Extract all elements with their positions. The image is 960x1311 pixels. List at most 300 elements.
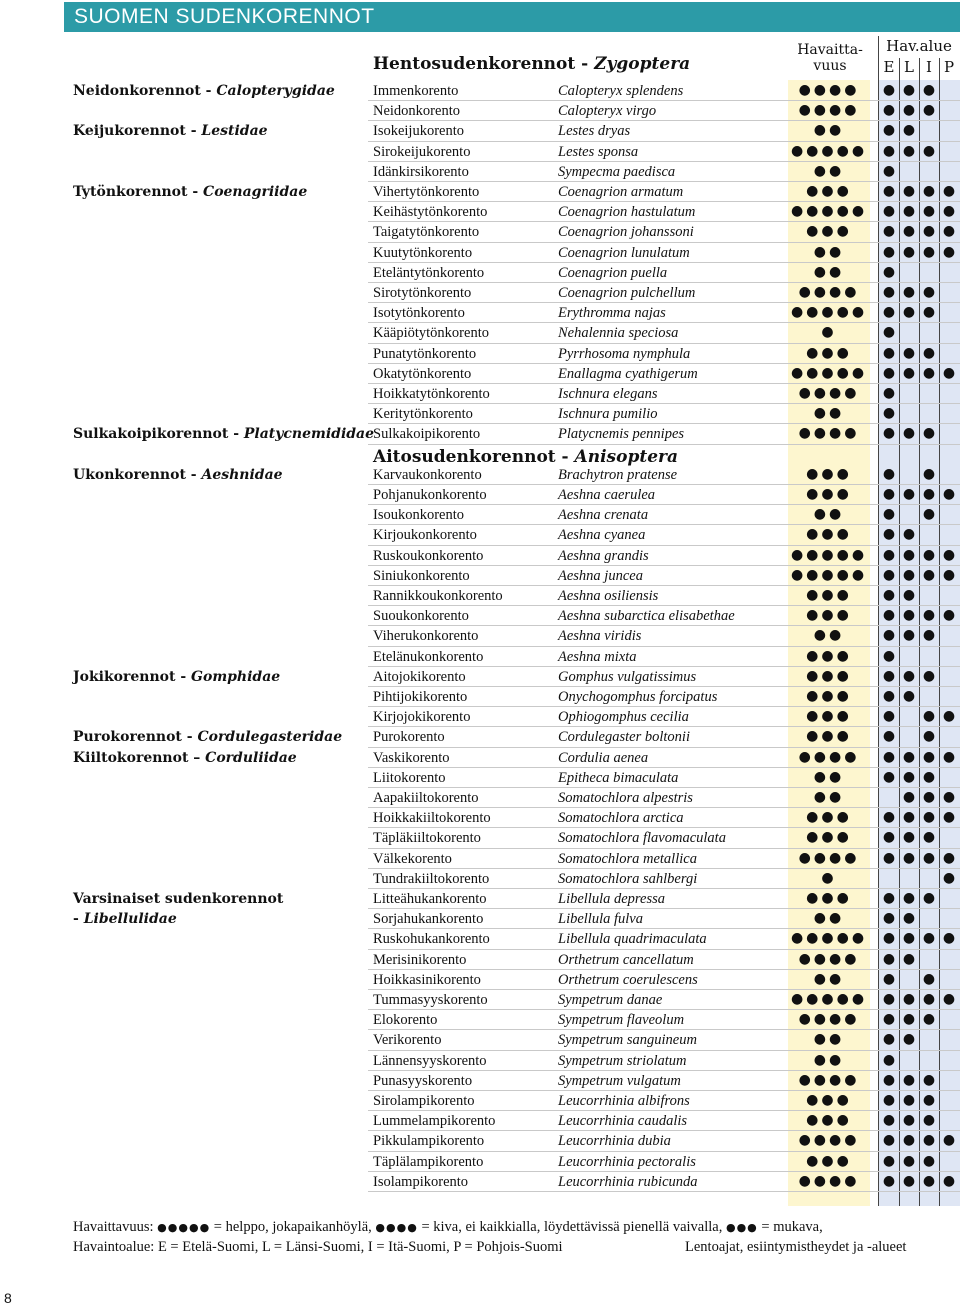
region-dot-i: ●	[922, 223, 936, 240]
observability-dots: ●●	[813, 1031, 845, 1048]
observability-dots: ●●	[813, 122, 845, 139]
latin-name: Aeshna viridis	[558, 628, 642, 645]
latin-name: Somatochlora sahlbergi	[558, 870, 698, 887]
region-dot-p: ●	[942, 203, 956, 220]
family-name: Purokorennot - Cordulegasteridae	[73, 729, 343, 746]
region-dot-l: ●	[902, 102, 916, 119]
region-dot-i: ●	[922, 708, 936, 725]
species-row	[0, 828, 960, 848]
footer-line-2: Havaintoalue: E = Etelä-Suomi, L = Länsi-Suomi, I = Itä-Suomi, P = Pohjois-Suomi	[73, 1239, 563, 1255]
region-dot-i: ●	[922, 284, 936, 300]
observability-dots: ●●	[813, 506, 845, 523]
finnish-name: Isolampikorento	[373, 1173, 469, 1190]
region-dot-l: ●	[902, 425, 916, 442]
region-dot-i: ●	[922, 1152, 936, 1169]
latin-name: Ischnura pumilio	[558, 406, 658, 423]
species-row	[0, 1091, 960, 1111]
region-dot-e: ●	[882, 122, 896, 139]
region-dot-e: ●	[882, 1051, 896, 1068]
finnish-name: Pikkulampikorento	[373, 1133, 485, 1150]
latin-name: Calopteryx virgo	[558, 103, 657, 120]
finnish-name: Hoikkakiiltokorento	[373, 810, 491, 827]
latin-name: Ischnura elegans	[558, 386, 658, 402]
region-dot-l: ●	[902, 768, 916, 785]
region-dot-e: ●	[882, 142, 896, 159]
region-dot-i: ●	[922, 183, 936, 199]
species-row	[0, 687, 960, 707]
region-dot-e: ●	[882, 890, 896, 906]
region-dot-l: ●	[902, 1011, 916, 1028]
region-dot-l: ●	[902, 1031, 916, 1048]
latin-name: Coenagrion pulchellum	[558, 285, 696, 301]
region-dot-l: ●	[902, 849, 916, 866]
region-dot-e: ●	[882, 1071, 896, 1088]
species-row	[0, 81, 960, 101]
region-dot-i: ●	[922, 809, 936, 826]
region-dot-e: ●	[882, 506, 896, 523]
observability-dots: ●●●	[806, 223, 852, 240]
finnish-name: Okatytönkorento	[373, 365, 472, 382]
region-dot-l: ●	[902, 829, 916, 846]
observability-dots: ●●●	[806, 1112, 852, 1129]
region-dot-i: ●	[922, 1092, 936, 1108]
region-dot-p: ●	[942, 789, 956, 805]
latin-name: Nehalennia speciosa	[558, 325, 679, 342]
latin-name: Pyrrhosoma nymphula	[558, 345, 691, 362]
region-dot-l: ●	[902, 1152, 916, 1169]
species-row	[0, 707, 960, 727]
region-dot-e: ●	[882, 223, 896, 240]
latin-name: Cordulia aenea	[558, 749, 649, 766]
species-row	[0, 485, 960, 505]
species-row	[0, 606, 960, 626]
region-dot-e: ●	[882, 425, 896, 442]
observability-dots: ●●	[813, 405, 845, 422]
finnish-name: Sirolampikorento	[373, 1093, 475, 1109]
latin-name: Coenagrion hastulatum	[558, 204, 696, 221]
latin-name: Aeshna osiliensis	[558, 588, 659, 604]
region-dot-e: ●	[882, 1031, 896, 1048]
region-p: P	[943, 58, 955, 76]
finnish-name: Viherukonkorento	[373, 628, 479, 645]
region-dot-e: ●	[882, 809, 896, 826]
region-dot-l: ●	[902, 1092, 916, 1108]
region-dot-i: ●	[922, 304, 936, 321]
finnish-name: Keritytönkorento	[373, 406, 473, 423]
species-row	[0, 142, 960, 162]
region-dot-e: ●	[882, 768, 896, 785]
latin-name: Gomphus vulgatissimus	[558, 668, 697, 685]
species-row	[0, 647, 960, 667]
species-row	[0, 1071, 960, 1091]
anisoptera-header-row	[0, 445, 960, 465]
species-row	[0, 505, 960, 525]
row-separator	[368, 1191, 960, 1192]
latin-name: Lestes dryas	[558, 123, 631, 140]
region-dot-l: ●	[902, 243, 916, 260]
region-dot-e: ●	[882, 183, 896, 199]
finnish-name: Täpläkiiltokorento	[373, 830, 481, 847]
region-dot-l: ●	[902, 890, 916, 906]
observability-dots: ●●	[813, 789, 845, 805]
finnish-name: Kirjojokikorento	[373, 709, 471, 726]
region-dot-p: ●	[942, 566, 956, 583]
region-dot-e: ●	[882, 385, 896, 401]
species-row	[0, 667, 960, 687]
latin-name: Lestes sponsa	[558, 143, 639, 160]
zygoptera-heading: Hentosudenkorennot - Zygoptera	[373, 54, 691, 74]
finnish-name: Keihästytönkorento	[373, 204, 488, 221]
species-row	[0, 1111, 960, 1131]
region-dot-e: ●	[882, 162, 896, 179]
finnish-name: Suoukonkorento	[373, 608, 469, 625]
latin-name: Ophiogomphus cecilia	[558, 709, 689, 726]
observability-dots: ●●●	[806, 728, 852, 745]
observability-dots: ●●●●	[798, 385, 860, 401]
finnish-name: Tundrakiiltokorento	[373, 870, 490, 887]
finnish-name: Kuutytönkorento	[373, 244, 473, 261]
observability-dots: ●●●●	[798, 748, 860, 765]
region-dot-e: ●	[882, 526, 896, 543]
observability-dots: ●●	[813, 1051, 845, 1068]
finnish-name: Idänkirsikorento	[373, 163, 469, 180]
latin-name: Somatochlora flavomaculata	[558, 830, 726, 847]
region-dot-l: ●	[902, 566, 916, 583]
region-dot-i: ●	[922, 203, 936, 220]
observability-dots: ●●	[813, 910, 845, 927]
region-dot-e: ●	[882, 203, 896, 220]
region-dot-l: ●	[902, 122, 916, 139]
latin-name: Leucorrhinia caudalis	[558, 1113, 688, 1130]
finnish-name: Isotytönkorento	[373, 305, 465, 322]
observability-dots: ●●	[813, 243, 845, 260]
finnish-name: Sulkakoipikorento	[373, 426, 481, 443]
region-dot-e: ●	[882, 991, 896, 1007]
region-dot-i: ●	[922, 465, 936, 482]
region-dot-i: ●	[922, 890, 936, 906]
region-dot-l: ●	[902, 304, 916, 321]
region-dot-e: ●	[882, 82, 896, 98]
species-row	[0, 849, 960, 869]
region-dot-e: ●	[882, 688, 896, 704]
latin-name: Coenagrion puella	[558, 264, 668, 281]
finnish-name: Sirokeijukorento	[373, 143, 471, 160]
region-dot-l: ●	[902, 688, 916, 704]
latin-name: Orthetrum coerulescens	[558, 971, 698, 988]
family-name: Kiiltokorennot – Corduliidae	[73, 749, 297, 766]
region-l: L	[904, 58, 914, 76]
region-e: E	[883, 58, 895, 76]
latin-name: Aeshna mixta	[558, 648, 637, 665]
region-dot-p: ●	[942, 243, 956, 260]
region-dot-l: ●	[902, 748, 916, 765]
observability-dots: ●●●	[806, 890, 852, 906]
finnish-name: Purokorento	[373, 729, 445, 746]
region-dot-l: ●	[902, 82, 916, 98]
species-row	[0, 909, 960, 929]
region-dot-i: ●	[922, 627, 936, 644]
region-dot-p: ●	[942, 607, 956, 624]
observability-dots: ●●●	[806, 183, 852, 199]
latin-name: Aeshna juncea	[558, 567, 643, 584]
finnish-name: Isokeijukorento	[373, 123, 465, 140]
region-dot-e: ●	[882, 1172, 896, 1189]
region-dot-e: ●	[882, 849, 896, 866]
region-dot-p: ●	[942, 869, 956, 886]
species-row	[0, 182, 960, 202]
species-row	[0, 1172, 960, 1192]
region-dot-i: ●	[922, 1071, 936, 1088]
family-name: Ukonkorennot - Aeshnidae	[73, 466, 283, 483]
footer-line-2-right: Lentoajat, esiintymistheydet ja -alueet	[685, 1239, 907, 1255]
observability-dots: ●●●	[806, 1092, 852, 1108]
latin-name: Aeshna cyanea	[558, 527, 646, 544]
observability-dots: ●●●●●	[790, 142, 868, 159]
region-dot-p: ●	[942, 486, 956, 502]
region-dot-i: ●	[922, 748, 936, 765]
page-number: 8	[4, 1290, 12, 1306]
region-dot-i: ●	[922, 546, 936, 563]
species-row	[0, 990, 960, 1010]
finnish-name: Karvaukonkorento	[373, 466, 482, 483]
region-dot-p: ●	[942, 991, 956, 1007]
species-row	[0, 566, 960, 586]
observability-dots: ●●●●	[798, 1132, 860, 1149]
family-name: Neidonkorennot - Calopterygidae	[73, 83, 335, 99]
observability-dots: ●●●●	[798, 284, 860, 300]
latin-name: Coenagrion johanssoni	[558, 224, 694, 241]
observability-dots: ●●●	[806, 1152, 852, 1169]
latin-name: Leucorrhinia rubicunda	[558, 1173, 698, 1190]
region-dot-i: ●	[922, 1132, 936, 1149]
region-dot-l: ●	[902, 667, 916, 684]
region-dot-i: ●	[922, 849, 936, 866]
latin-name: Sympetrum danae	[558, 992, 663, 1008]
observability-dots: ●●●●	[798, 849, 860, 866]
species-row	[0, 727, 960, 747]
region-dot-i: ●	[922, 930, 936, 947]
species-row	[0, 424, 960, 444]
species-row	[0, 869, 960, 889]
region-dot-e: ●	[882, 304, 896, 321]
latin-name: Somatochlora metallica	[558, 850, 697, 867]
species-row	[0, 889, 960, 909]
finnish-name: Lummelampikorento	[373, 1113, 496, 1130]
region-dot-i: ●	[922, 344, 936, 361]
latin-name: Erythromma najas	[558, 305, 666, 322]
observability-dots: ●●●●●	[790, 304, 868, 321]
species-row	[0, 525, 960, 545]
region-dot-i: ●	[922, 1112, 936, 1129]
latin-name: Cordulegaster boltonii	[558, 729, 690, 746]
finnish-name: Vaskikorento	[373, 749, 450, 766]
region-dot-e: ●	[882, 930, 896, 947]
observability-dots: ●●●	[806, 587, 852, 603]
species-row	[0, 404, 960, 424]
latin-name: Sympetrum vulgatum	[558, 1072, 681, 1089]
region-dot-i: ●	[922, 364, 936, 381]
observability-dots: ●●●●●	[790, 930, 868, 947]
latin-name: Onychogomphus forcipatus	[558, 689, 718, 705]
observability-dots: ●●	[813, 768, 845, 785]
latin-name: Aeshna grandis	[558, 547, 649, 564]
latin-name: Leucorrhinia pectoralis	[558, 1153, 696, 1170]
region-dot-e: ●	[882, 546, 896, 563]
havaittavuus-heading: Havaitta- vuus	[797, 42, 863, 74]
finnish-name: Tummasyyskorento	[373, 992, 488, 1008]
species-row	[0, 202, 960, 222]
species-row	[0, 1051, 960, 1071]
region-dot-l: ●	[902, 607, 916, 624]
observability-dots: ●●●●●	[790, 364, 868, 381]
region-i: I	[926, 58, 932, 76]
latin-name: Orthetrum cancellatum	[558, 951, 694, 968]
latin-name: Leucorrhinia albifrons	[558, 1093, 690, 1109]
species-row	[0, 1152, 960, 1172]
finnish-name: Pihtijokikorento	[373, 689, 468, 705]
region-dot-i: ●	[922, 1172, 936, 1189]
region-dot-p: ●	[942, 183, 956, 199]
observability-dots: ●●	[813, 162, 845, 179]
region-dot-p: ●	[942, 364, 956, 381]
region-dot-l: ●	[902, 364, 916, 381]
species-row	[0, 950, 960, 970]
region-dot-e: ●	[882, 364, 896, 381]
observability-dots: ●●●	[806, 344, 852, 361]
page-banner: SUOMEN SUDENKORENNOT	[64, 2, 960, 32]
finnish-name: Siniukonkorento	[373, 567, 470, 584]
observability-dots: ●●●	[806, 688, 852, 704]
latin-name: Sympetrum flaveolum	[558, 1012, 685, 1029]
latin-name: Platycnemis pennipes	[558, 426, 685, 443]
species-row	[0, 1030, 960, 1050]
species-row	[0, 788, 960, 808]
region-dot-e: ●	[882, 344, 896, 361]
latin-name: Calopteryx splendens	[558, 83, 684, 99]
latin-name: Sympetrum sanguineum	[558, 1032, 697, 1049]
region-dot-p: ●	[942, 1132, 956, 1149]
latin-name: Sympecma paedisca	[558, 163, 676, 180]
observability-dots: ●●●	[806, 607, 852, 624]
observability-dots: ●●●	[806, 809, 852, 826]
region-dot-e: ●	[882, 950, 896, 967]
region-dot-l: ●	[902, 546, 916, 563]
finnish-name: Verikorento	[373, 1032, 442, 1049]
finnish-name: Ruskohukankorento	[373, 931, 490, 948]
havalue-heading: Hav.alue	[886, 37, 952, 55]
family-name: Jokikorennot - Gomphidae	[73, 668, 281, 685]
region-dot-e: ●	[882, 708, 896, 725]
region-dot-e: ●	[882, 829, 896, 846]
region-dot-i: ●	[922, 82, 936, 98]
species-row	[0, 121, 960, 141]
region-dot-p: ●	[942, 809, 956, 826]
latin-name: Libellula depressa	[558, 891, 666, 907]
family-name: Keijukorennot - Lestidae	[73, 123, 268, 140]
finnish-name: Liitokorento	[373, 769, 446, 786]
observability-dots: ●●●●●	[790, 991, 868, 1007]
region-dot-p: ●	[942, 930, 956, 947]
region-dot-e: ●	[882, 465, 896, 482]
latin-name: Libellula fulva	[558, 911, 643, 928]
species-row	[0, 283, 960, 303]
region-dot-l: ●	[902, 1172, 916, 1189]
region-dot-e: ●	[882, 566, 896, 583]
region-dot-p: ●	[942, 748, 956, 765]
finnish-name: Neidonkorento	[373, 103, 460, 120]
observability-dots: ●●●●	[798, 425, 860, 442]
region-dot-l: ●	[902, 950, 916, 967]
region-dot-e: ●	[882, 728, 896, 745]
species-row	[0, 162, 960, 182]
species-row	[0, 364, 960, 384]
finnish-name: Kirjoukonkorento	[373, 527, 477, 544]
latin-name: Somatochlora alpestris	[558, 790, 693, 806]
species-row	[0, 748, 960, 768]
region-dot-e: ●	[882, 748, 896, 765]
finnish-name: Lännensyyskorento	[373, 1052, 487, 1069]
finnish-name: Aitojokikorento	[373, 668, 466, 685]
region-dot-e: ●	[882, 486, 896, 502]
region-dot-e: ●	[882, 970, 896, 987]
region-dot-i: ●	[922, 991, 936, 1007]
region-dot-l: ●	[902, 1112, 916, 1129]
region-dot-e: ●	[882, 284, 896, 300]
latin-name: Brachytron pratense	[558, 466, 678, 483]
region-dot-e: ●	[882, 1011, 896, 1028]
region-dot-i: ●	[922, 486, 936, 502]
species-row	[0, 1131, 960, 1151]
observability-dots: ●●●●●	[790, 203, 868, 220]
species-row	[0, 586, 960, 606]
observability-dots: ●●●●	[798, 102, 860, 119]
observability-dots: ●●	[813, 263, 845, 280]
finnish-name: Sirotytönkorento	[373, 285, 472, 301]
region-dot-l: ●	[902, 183, 916, 199]
region-dot-l: ●	[902, 627, 916, 644]
observability-dots: ●	[821, 869, 837, 886]
species-row	[0, 222, 960, 242]
region-dot-e: ●	[882, 1112, 896, 1129]
observability-dots: ●●●●	[798, 1011, 860, 1028]
observability-dots: ●●●●	[798, 1172, 860, 1189]
region-dot-p: ●	[942, 849, 956, 866]
finnish-name: Etelänukonkorento	[373, 648, 484, 665]
region-dot-i: ●	[922, 829, 936, 846]
species-row	[0, 768, 960, 788]
region-dot-e: ●	[882, 1132, 896, 1149]
region-dot-i: ●	[922, 789, 936, 805]
observability-dots: ●●●●	[798, 950, 860, 967]
region-dot-l: ●	[902, 203, 916, 220]
observability-dots: ●●	[813, 627, 845, 644]
region-dot-i: ●	[922, 768, 936, 785]
species-row	[0, 808, 960, 828]
finnish-name: Elokorento	[373, 1012, 438, 1029]
finnish-name: Täplälampikorento	[373, 1153, 484, 1170]
finnish-name: Immenkorento	[373, 83, 459, 99]
latin-name: Leucorrhinia dubia	[558, 1133, 671, 1150]
region-dot-p: ●	[942, 546, 956, 563]
region-dot-e: ●	[882, 1092, 896, 1108]
finnish-name: Taigatytönkorento	[373, 224, 480, 241]
region-dot-e: ●	[882, 405, 896, 422]
observability-dots: ●	[821, 324, 837, 341]
region-dot-l: ●	[902, 587, 916, 603]
region-dot-i: ●	[922, 102, 936, 119]
finnish-name: Kääpiötytönkorento	[373, 325, 489, 342]
region-dot-i: ●	[922, 667, 936, 684]
